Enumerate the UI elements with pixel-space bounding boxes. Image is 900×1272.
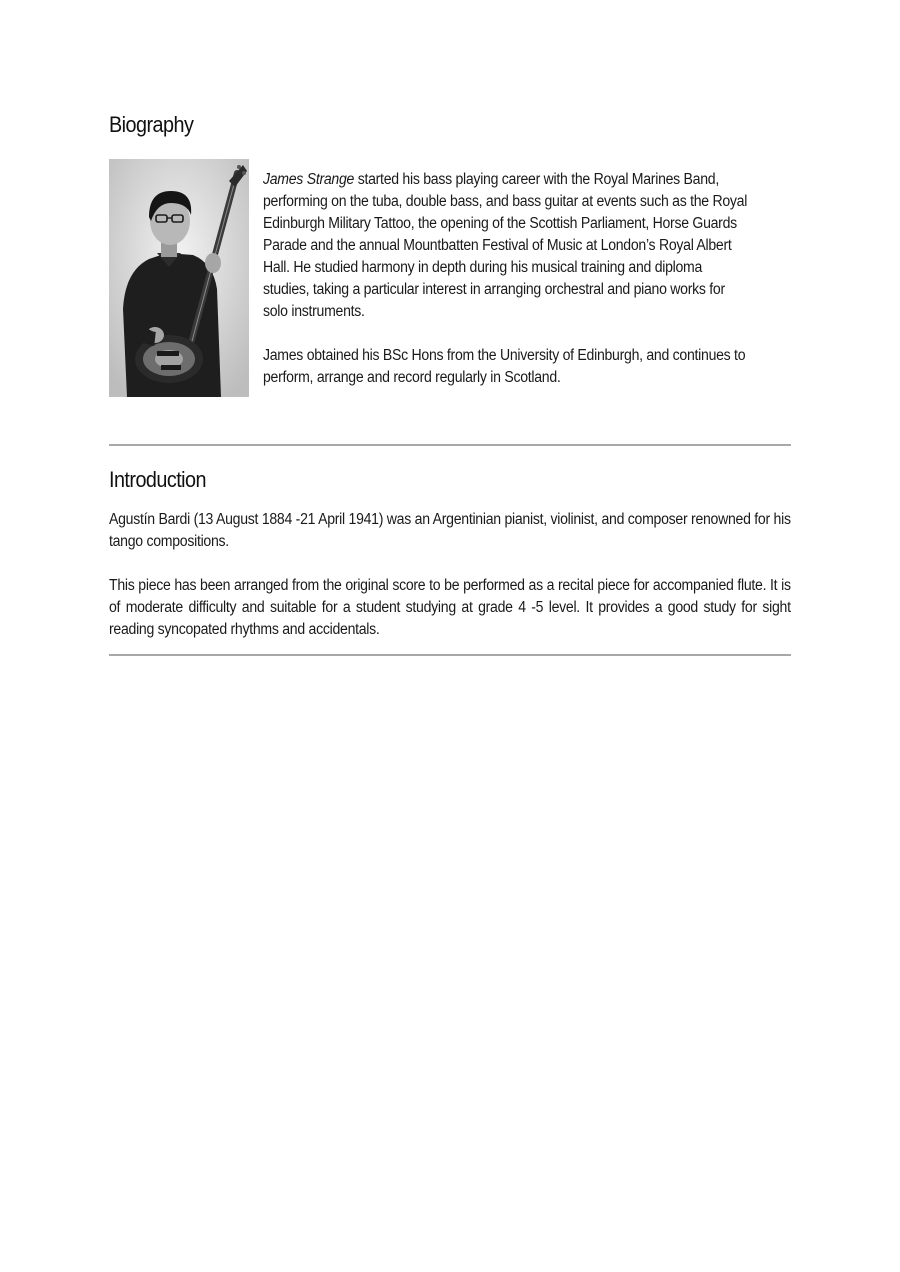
biography-paragraph-1 <box>263 169 749 323</box>
biography-text <box>263 169 749 389</box>
biography-paragraph-2: James obtained his BSc Hons from the University of Edinburgh, and continues to perform, arrange and record regularly in Scotland. <box>263 347 746 386</box>
biography-heading: Biography <box>109 112 194 137</box>
section-divider <box>109 444 791 446</box>
bass-player-illustration <box>109 159 249 397</box>
introduction-heading: Introduction <box>109 467 206 492</box>
biography-paragraph-1-text: started his bass playing career with the Royal Marines Band, performing on the tuba, double bass, and bass guitar at events such as the Royal Edinburgh Military Tattoo, the opening of the Scottish Parliament, Horse Guards Parade and the annual Mountbatten Festival of Music at London’s Royal Albert Hall. He studied harmony in depth during his musical training and diploma studies, taking a particular interest in arranging orchestral and piano works for solo instruments. <box>263 171 748 320</box>
introduction-paragraph-1: Agustín Bardi (13 August 1884 -21 April 1941) was an Argentinian pianist, violinist, and composer renowned for his tango compositions. <box>109 511 791 550</box>
introduction-paragraph-2: This piece has been arranged from the original score to be performed as a recital piece for accompanied flute. It is of moderate difficulty and suitable for a student studying at grade 4 -5 level. It provides a good study for sight reading syncopated rhythms and accidentals. <box>109 577 791 638</box>
section-divider-bottom <box>109 654 791 656</box>
portrait-photo <box>109 159 249 397</box>
introduction-text <box>109 509 791 641</box>
biography-name: James Strange <box>263 171 355 188</box>
